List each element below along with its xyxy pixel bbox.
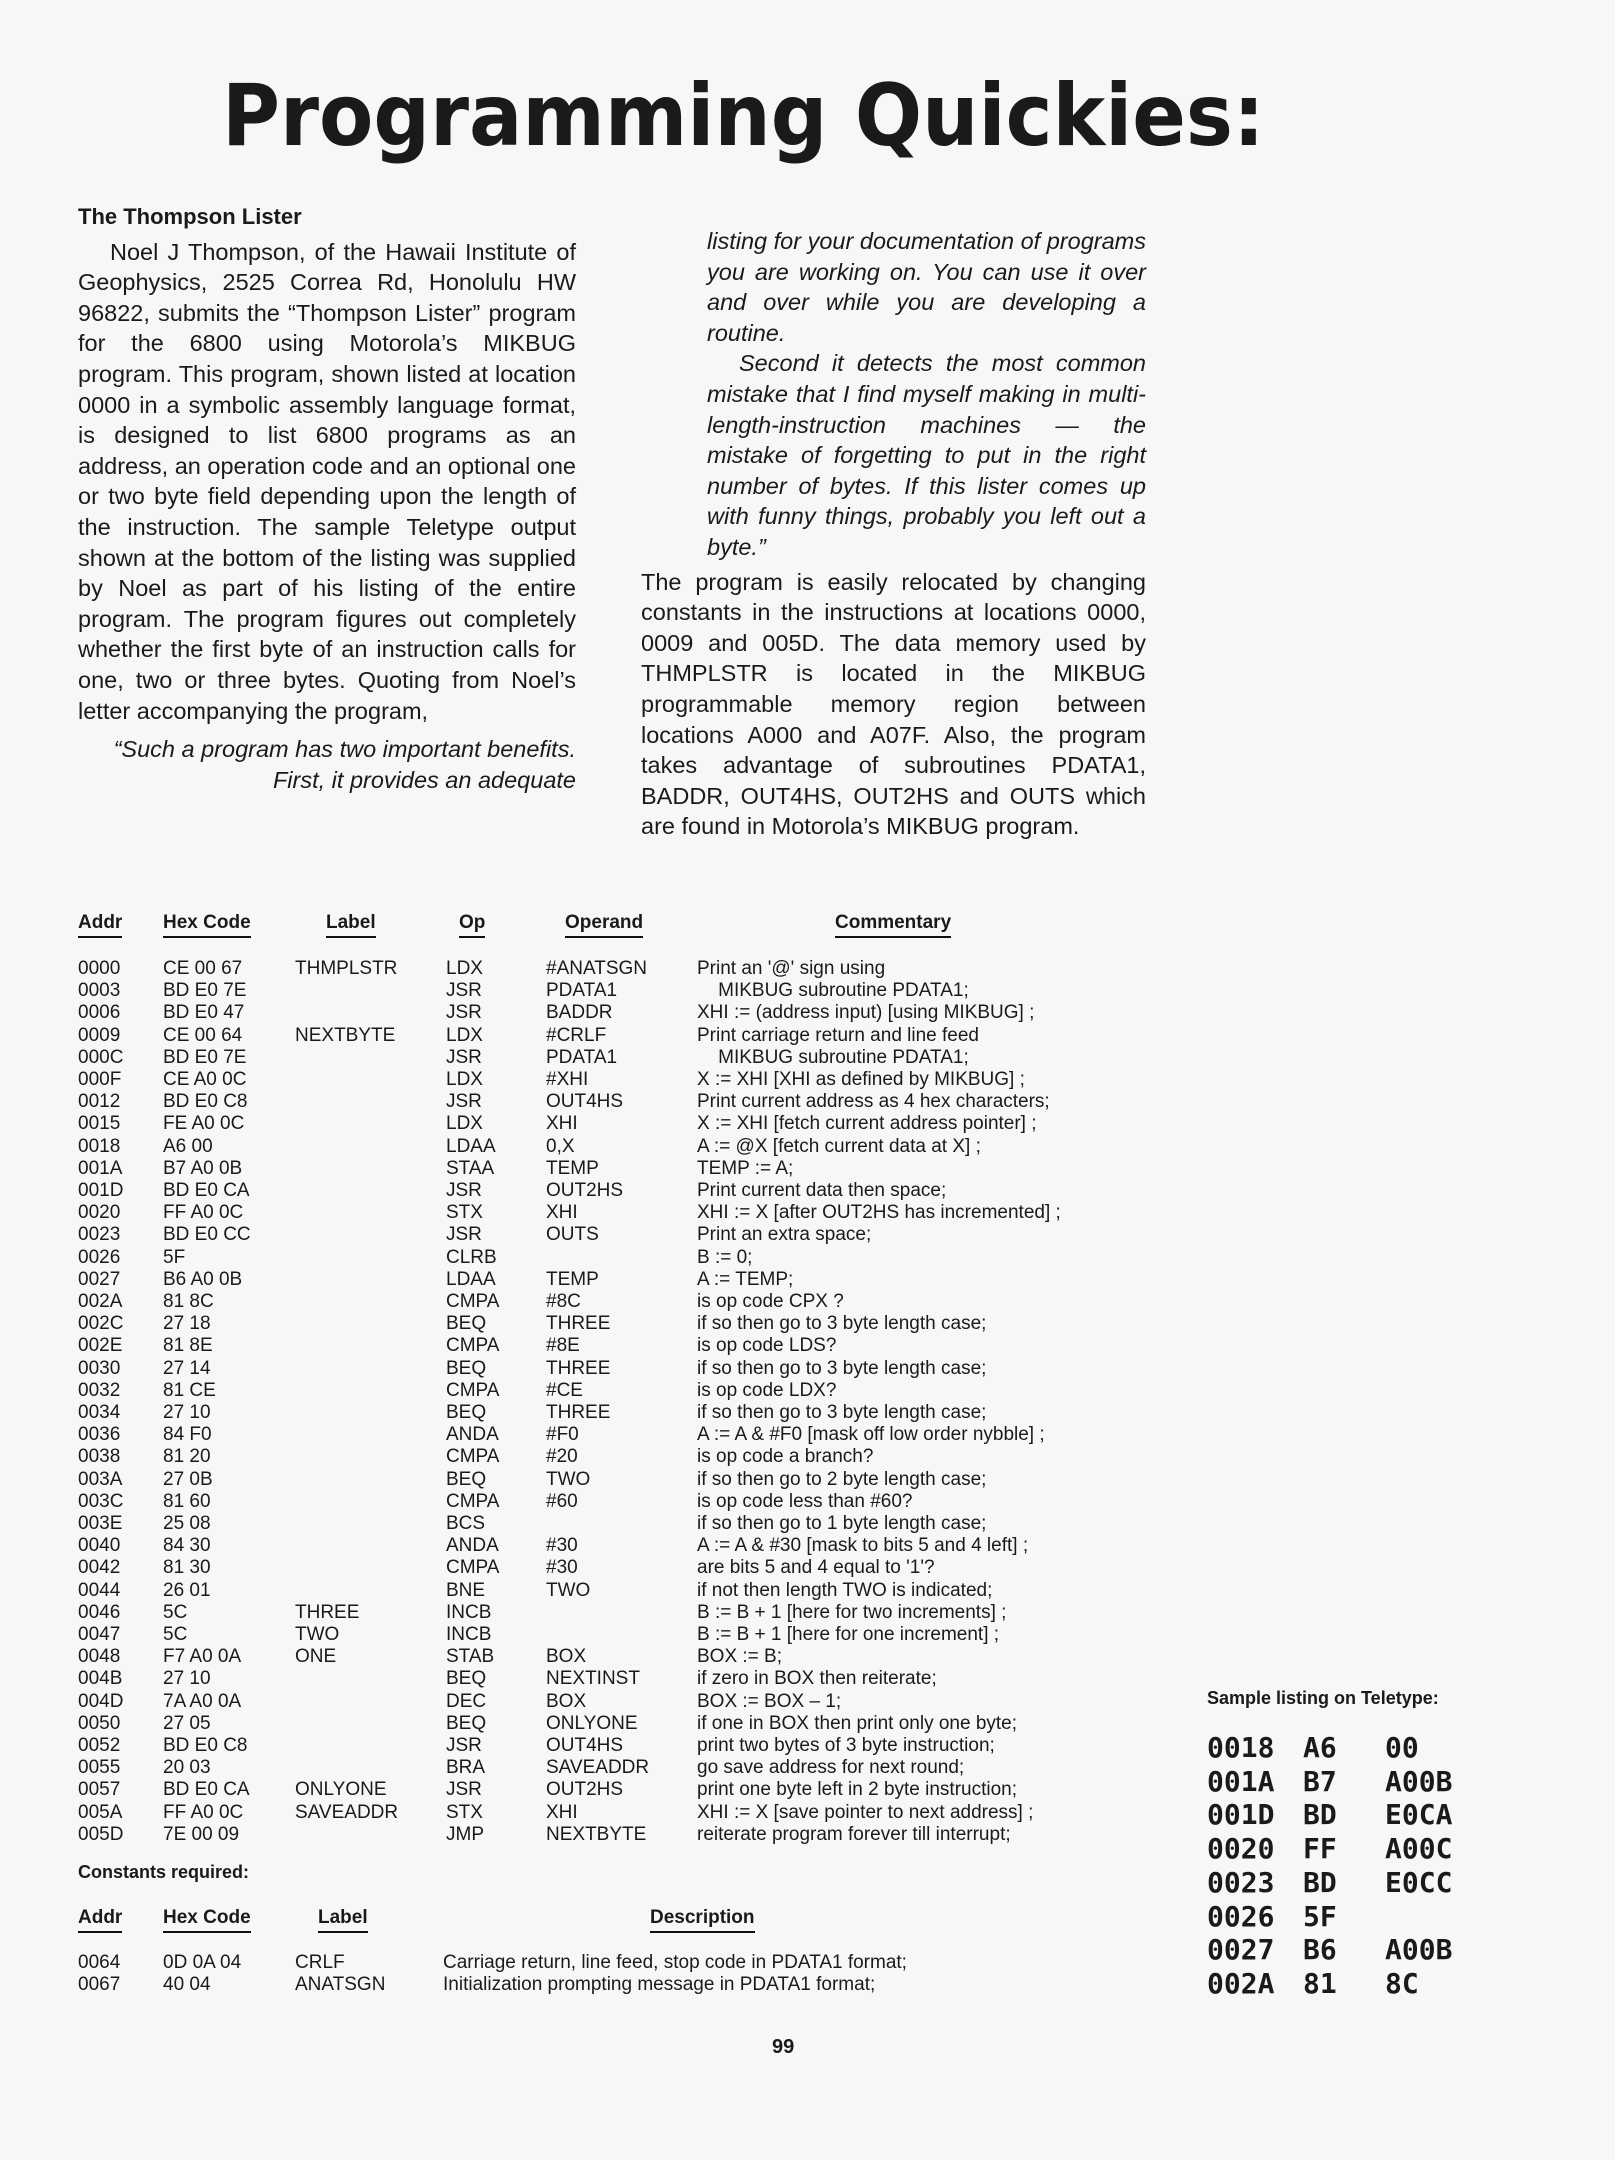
listing-addr-cell: 0026 bbox=[78, 1246, 121, 1268]
listing-commentary-cell: is op code LDS? bbox=[697, 1335, 837, 1357]
listing-op-cell: LDX bbox=[446, 958, 483, 979]
listing-hex-code-cell: BD E0 47 bbox=[163, 1002, 245, 1024]
intro-paragraph: Noel J Thompson, of the Hawaii Institute of Geophysics, 2525 Correa Rd, Honolulu HW 96822, submits the “Thompson Lister” program for the 6800 using Motorola’s MIKBUG program. This program, shown listed at location 0000 in a symbolic assembly language format, is designed to list 6800 programs as an address, an operation code and an optional one or two byte field depending upon the length of the instruction. The sample Teletype output shown at the bottom of the listing was supplied by Noel as part of his listing of the entire program. The program figures out completely whether the first byte of an instruction calls for one, two or three bytes. Quoting from Noel’s letter accompanying the program, bbox=[78, 238, 576, 724]
listing-operand-cell: OUTS bbox=[546, 1224, 599, 1246]
constants-title: Constants required: bbox=[78, 1862, 250, 1882]
quote-second-benefit: Second it detects the most common mistake that I find myself making in multi-length-instruction machines — the mistake of forgetting to put in the right number of bytes. If this lister comes up with funny things, probably you left out a byte.” bbox=[707, 350, 1146, 560]
listing-hex-code-cell: CE A0 0C bbox=[163, 1069, 247, 1090]
listing-operand-cell: BOX bbox=[546, 1690, 587, 1712]
column-header: Addr bbox=[78, 912, 122, 938]
listing-addr-cell: 0034 bbox=[78, 1402, 121, 1423]
listing-addr-cell: 001D bbox=[78, 1180, 124, 1201]
listing-addr-cell: 002C bbox=[78, 1313, 124, 1335]
listing-operand-cell: PDATA1 bbox=[546, 980, 618, 1002]
listing-op-cell: JSR bbox=[446, 1046, 482, 1068]
listing-op-cell: STX bbox=[446, 1801, 483, 1823]
listing-hex-code-cell: 27 10 bbox=[163, 1668, 211, 1690]
listing-addr-cell: 005A bbox=[78, 1801, 123, 1823]
listing-operand-cell: #F0 bbox=[546, 1424, 579, 1446]
listing-op-cell: BEQ bbox=[446, 1357, 487, 1379]
teletype-cell: E0CC bbox=[1385, 1865, 1453, 1899]
teletype-cell: A6 bbox=[1303, 1731, 1337, 1764]
listing-commentary-cell: Print carriage return and line feed bbox=[697, 1024, 979, 1046]
page-number: 99 bbox=[772, 2036, 795, 2058]
listing-label-cell: ONE bbox=[295, 1646, 337, 1668]
listing-operand-cell: #60 bbox=[546, 1490, 578, 1512]
listing-hex-code-cell: B7 A0 0B bbox=[163, 1157, 243, 1179]
listing-operand-cell: BOX bbox=[546, 1646, 587, 1668]
listing-addr-cell: 0044 bbox=[78, 1579, 121, 1601]
listing-hex-code-cell: FE A0 0C bbox=[163, 1113, 245, 1135]
listing-commentary-cell: is op code less than #60? bbox=[697, 1490, 913, 1512]
listing-op-cell: BNE bbox=[446, 1579, 486, 1601]
listing-addr-cell: 0032 bbox=[78, 1379, 121, 1401]
listing-hex-code-cell: BD E0 7E bbox=[163, 980, 247, 1002]
listing-hex-code-cell: CE 00 64 bbox=[163, 1024, 243, 1046]
listing-hex-code-cell: BD E0 C8 bbox=[163, 1735, 248, 1756]
constant-cell: 40 04 bbox=[163, 1974, 211, 1996]
listing-hex-code-cell: 5F bbox=[163, 1246, 186, 1268]
column-header: Label bbox=[318, 1907, 368, 1933]
listing-hex-code-cell: A6 00 bbox=[163, 1135, 213, 1157]
listing-operand-cell: THREE bbox=[546, 1357, 611, 1379]
listing-addr-cell: 002E bbox=[78, 1335, 123, 1357]
listing-op-cell: CMPA bbox=[446, 1379, 500, 1401]
listing-addr-cell: 000C bbox=[78, 1046, 124, 1068]
listing-commentary-cell: MIKBUG subroutine PDATA1; bbox=[697, 1046, 969, 1068]
listing-op-cell: ANDA bbox=[446, 1424, 499, 1446]
listing-operand-cell: XHI bbox=[546, 1202, 578, 1224]
teletype-cell: 001D bbox=[1207, 1798, 1275, 1832]
listing-addr-cell: 0057 bbox=[78, 1779, 121, 1801]
column-header: Hex Code bbox=[163, 912, 251, 938]
listing-hex-code-cell: 7A A0 0A bbox=[163, 1690, 242, 1712]
listing-commentary-cell: B := B + 1 [here for one increment] ; bbox=[697, 1624, 1000, 1645]
teletype-cell: FF bbox=[1303, 1832, 1337, 1866]
left-column bbox=[78, 202, 576, 795]
listing-commentary-cell: B := 0; bbox=[697, 1246, 753, 1268]
listing-op-cell: BEQ bbox=[446, 1468, 487, 1490]
listing-addr-cell: 0020 bbox=[78, 1202, 121, 1224]
listing-op-cell: INCB bbox=[446, 1624, 492, 1645]
listing-hex-code-cell: 27 14 bbox=[163, 1357, 211, 1379]
listing-commentary-cell: Print current address as 4 hex characters; bbox=[697, 1091, 1050, 1113]
page-title: Programming Quickies: bbox=[222, 66, 1265, 166]
listing-hex-code-cell: 84 30 bbox=[163, 1535, 211, 1557]
listing-label-cell: TWO bbox=[295, 1624, 340, 1645]
listing-commentary-cell: A := A & #F0 [mask off low order nybble] ; bbox=[697, 1424, 1045, 1446]
listing-commentary-cell: Print current data then space; bbox=[697, 1180, 947, 1201]
teletype-cell: 0027 bbox=[1207, 1933, 1275, 1967]
listing-hex-code-cell: 27 05 bbox=[163, 1712, 211, 1734]
listing-op-cell: JSR bbox=[446, 1091, 482, 1113]
listing-operand-cell: PDATA1 bbox=[546, 1046, 618, 1068]
listing-op-cell: CMPA bbox=[446, 1446, 500, 1468]
listing-addr-cell: 001A bbox=[78, 1157, 123, 1179]
listing-operand-cell: #ANATSGN bbox=[546, 958, 648, 979]
listing-commentary-cell: if zero in BOX then reiterate; bbox=[697, 1668, 937, 1690]
listing-addr-cell: 0012 bbox=[78, 1091, 121, 1113]
teletype-cell: 002A bbox=[1207, 1966, 1275, 2000]
listing-addr-cell: 0015 bbox=[78, 1113, 121, 1135]
listing-op-cell: JMP bbox=[446, 1823, 484, 1845]
listing-addr-cell: 003E bbox=[78, 1513, 123, 1534]
listing-operand-cell: THREE bbox=[546, 1313, 611, 1335]
listing-addr-cell: 0023 bbox=[78, 1224, 121, 1246]
listing-op-cell: BEQ bbox=[446, 1402, 487, 1423]
listing-operand-cell: NEXTINST bbox=[546, 1668, 640, 1690]
teletype-cell: A00C bbox=[1385, 1832, 1453, 1866]
listing-operand-cell: #8C bbox=[546, 1291, 581, 1312]
listing-hex-code-cell: BD E0 7E bbox=[163, 1046, 247, 1068]
listing-commentary-cell: MIKBUG subroutine PDATA1; bbox=[697, 980, 969, 1002]
listing-operand-cell: TWO bbox=[546, 1579, 591, 1601]
listing-hex-code-cell: BD E0 C8 bbox=[163, 1091, 248, 1113]
teletype-cell: E0CA bbox=[1385, 1798, 1453, 1832]
listing-hex-code-cell: 26 01 bbox=[163, 1579, 211, 1601]
listing-operand-cell: #XHI bbox=[546, 1069, 589, 1090]
column-header: Label bbox=[326, 912, 376, 938]
teletype-cell: B6 bbox=[1303, 1933, 1337, 1967]
listing-operand-cell: SAVEADDR bbox=[546, 1757, 650, 1779]
listing-commentary-cell: if so then go to 3 byte length case; bbox=[697, 1402, 987, 1423]
column-header: Commentary bbox=[835, 912, 951, 938]
listing-addr-cell: 0040 bbox=[78, 1535, 121, 1557]
listing-addr-cell: 0047 bbox=[78, 1624, 121, 1645]
listing-commentary-cell: are bits 5 and 4 equal to '1'? bbox=[697, 1557, 935, 1579]
listing-op-cell: JSR bbox=[446, 1735, 482, 1756]
listing-commentary-cell: reiterate program forever till interrupt; bbox=[697, 1823, 1011, 1845]
listing-commentary-cell: XHI := X [after OUT2HS has incremented] ; bbox=[697, 1202, 1061, 1224]
teletype-cell: 0023 bbox=[1207, 1865, 1275, 1899]
listing-operand-cell: 0,X bbox=[546, 1135, 575, 1157]
listing-addr-cell: 002A bbox=[78, 1291, 123, 1312]
listing-op-cell: BRA bbox=[446, 1757, 486, 1779]
listing-addr-cell: 005D bbox=[78, 1823, 124, 1845]
constant-cell: 0064 bbox=[78, 1952, 121, 1973]
listing-addr-cell: 0050 bbox=[78, 1712, 121, 1734]
listing-op-cell: STAA bbox=[446, 1157, 495, 1179]
listing-addr-cell: 0046 bbox=[78, 1601, 121, 1623]
column-header: Operand bbox=[565, 912, 643, 938]
listing-operand-cell: TEMP bbox=[546, 1157, 599, 1179]
right-column bbox=[641, 226, 1146, 842]
listing-commentary-cell: A := @X [fetch current data at X] ; bbox=[697, 1135, 981, 1157]
listing-op-cell: LDAA bbox=[446, 1268, 496, 1290]
listing-addr-cell: 0027 bbox=[78, 1268, 121, 1290]
listing-operand-cell: ONLYONE bbox=[546, 1712, 638, 1734]
listing-hex-code-cell: 5C bbox=[163, 1601, 188, 1623]
listing-label-cell: ONLYONE bbox=[295, 1779, 387, 1801]
listing-commentary-cell: print two bytes of 3 byte instruction; bbox=[697, 1735, 995, 1756]
listing-hex-code-cell: 81 30 bbox=[163, 1557, 211, 1579]
listing-hex-code-cell: 25 08 bbox=[163, 1513, 211, 1534]
listing-commentary-cell: A := A & #30 [mask to bits 5 and 4 left] ; bbox=[697, 1535, 1029, 1557]
listing-op-cell: ANDA bbox=[446, 1535, 499, 1557]
listing-addr-cell: 0036 bbox=[78, 1424, 121, 1446]
listing-addr-cell: 0055 bbox=[78, 1757, 121, 1779]
listing-operand-cell: OUT4HS bbox=[546, 1091, 624, 1113]
listing-commentary-cell: if so then go to 3 byte length case; bbox=[697, 1313, 987, 1335]
column-header: Description bbox=[650, 1907, 755, 1933]
listing-operand-cell: OUT4HS bbox=[546, 1735, 624, 1756]
listing-addr-cell: 0052 bbox=[78, 1735, 121, 1756]
listing-addr-cell: 0030 bbox=[78, 1357, 121, 1379]
teletype-cell: 5F bbox=[1303, 1899, 1337, 1933]
listing-op-cell: JSR bbox=[446, 1779, 482, 1801]
listing-operand-cell: #20 bbox=[546, 1446, 578, 1468]
listing-commentary-cell: if not then length TWO is indicated; bbox=[697, 1579, 993, 1601]
listing-operand-cell: #CE bbox=[546, 1379, 583, 1401]
listing-commentary-cell: Print an '@' sign using bbox=[697, 958, 886, 979]
listing-op-cell: INCB bbox=[446, 1601, 492, 1623]
listing-commentary-cell: Print an extra space; bbox=[697, 1224, 872, 1246]
listing-hex-code-cell: 81 20 bbox=[163, 1446, 211, 1468]
constant-cell: 0067 bbox=[78, 1974, 121, 1996]
listing-operand-cell: XHI bbox=[546, 1801, 578, 1823]
listing-op-cell: LDAA bbox=[446, 1135, 496, 1157]
listing-commentary-cell: B := B + 1 [here for two increments] ; bbox=[697, 1601, 1007, 1623]
listing-operand-cell: THREE bbox=[546, 1402, 611, 1423]
listing-label-cell: NEXTBYTE bbox=[295, 1024, 396, 1046]
listing-op-cell: BEQ bbox=[446, 1668, 487, 1690]
listing-hex-code-cell: 20 03 bbox=[163, 1757, 211, 1779]
listing-hex-code-cell: BD E0 CA bbox=[163, 1180, 250, 1201]
listing-addr-cell: 0048 bbox=[78, 1646, 121, 1668]
listing-op-cell: CMPA bbox=[446, 1335, 500, 1357]
listing-addr-cell: 003C bbox=[78, 1490, 124, 1512]
listing-commentary-cell: XHI := (address input) [using MIKBUG] ; bbox=[697, 1002, 1035, 1024]
quote-continued: listing for your documentation of programs you are working on. You can use it over and over while you are developing a routine. bbox=[707, 228, 1146, 346]
listing-label-cell: THREE bbox=[295, 1601, 360, 1623]
listing-commentary-cell: is op code LDX? bbox=[697, 1379, 837, 1401]
constant-cell: 0D 0A 04 bbox=[163, 1952, 242, 1973]
listing-commentary-cell: XHI := X [save pointer to next address] ; bbox=[697, 1801, 1034, 1823]
listing-hex-code-cell: 84 F0 bbox=[163, 1424, 212, 1446]
listing-addr-cell: 0006 bbox=[78, 1002, 121, 1024]
listing-commentary-cell: go save address for next round; bbox=[697, 1757, 965, 1779]
listing-addr-cell: 004B bbox=[78, 1668, 123, 1690]
constant-cell: ANATSGN bbox=[295, 1974, 386, 1996]
listing-op-cell: LDX bbox=[446, 1069, 483, 1090]
teletype-cell: 001A bbox=[1207, 1764, 1275, 1798]
listing-op-cell: BEQ bbox=[446, 1313, 487, 1335]
listing-commentary-cell: print one byte left in 2 byte instruction; bbox=[697, 1779, 1018, 1801]
listing-hex-code-cell: B6 A0 0B bbox=[163, 1268, 243, 1290]
listing-operand-cell: OUT2HS bbox=[546, 1180, 624, 1201]
teletype-cell: 0020 bbox=[1207, 1832, 1275, 1866]
listing-operand-cell: XHI bbox=[546, 1113, 578, 1135]
constant-cell: Carriage return, line feed, stop code in PDATA1 format; bbox=[443, 1952, 907, 1973]
listing-hex-code-cell: CE 00 67 bbox=[163, 958, 243, 979]
listing-op-cell: LDX bbox=[446, 1024, 483, 1046]
teletype-cell: 81 bbox=[1303, 1966, 1337, 2000]
listing-op-cell: DEC bbox=[446, 1690, 487, 1712]
column-header: Op bbox=[459, 912, 485, 938]
listing-hex-code-cell: 27 18 bbox=[163, 1313, 211, 1335]
listing-commentary-cell: BOX := BOX – 1; bbox=[697, 1690, 842, 1712]
listing-op-cell: STAB bbox=[446, 1646, 495, 1668]
listing-op-cell: CMPA bbox=[446, 1291, 500, 1312]
listing-operand-cell: #30 bbox=[546, 1557, 578, 1579]
listing-operand-cell: TWO bbox=[546, 1468, 591, 1490]
listing-commentary-cell: X := XHI [XHI as defined by MIKBUG] ; bbox=[697, 1069, 1025, 1090]
listing-addr-cell: 0009 bbox=[78, 1024, 121, 1046]
listing-operand-cell: NEXTBYTE bbox=[546, 1823, 647, 1845]
listing-operand-cell: BADDR bbox=[546, 1002, 613, 1024]
teletype-cell: BD bbox=[1303, 1865, 1337, 1899]
listing-addr-cell: 0038 bbox=[78, 1446, 121, 1468]
teletype-cell: A00B bbox=[1385, 1764, 1453, 1798]
listing-addr-cell: 003A bbox=[78, 1468, 123, 1490]
constant-cell: CRLF bbox=[295, 1952, 345, 1973]
constant-cell: Initialization prompting message in PDATA1 format; bbox=[443, 1974, 876, 1996]
listing-hex-code-cell: 27 10 bbox=[163, 1402, 211, 1423]
listing-hex-code-cell: 7E 00 09 bbox=[163, 1823, 240, 1845]
listing-op-cell: JSR bbox=[446, 1002, 482, 1024]
teletype-cell: 8C bbox=[1385, 1966, 1419, 2000]
listing-hex-code-cell: 81 CE bbox=[163, 1379, 216, 1401]
listing-hex-code-cell: FF A0 0C bbox=[163, 1801, 244, 1823]
listing-commentary-cell: is op code a branch? bbox=[697, 1446, 874, 1468]
listing-label-cell: THMPLSTR bbox=[295, 958, 398, 979]
listing-addr-cell: 0003 bbox=[78, 980, 121, 1002]
quote-start: “Such a program has two important benefits. First, it provides an adequate bbox=[113, 736, 576, 793]
listing-commentary-cell: X := XHI [fetch current address pointer] ; bbox=[697, 1113, 1037, 1135]
listing-commentary-cell: if so then go to 3 byte length case; bbox=[697, 1357, 987, 1379]
listing-addr-cell: 000F bbox=[78, 1069, 122, 1090]
listing-op-cell: JSR bbox=[446, 1224, 482, 1246]
listing-hex-code-cell: FF A0 0C bbox=[163, 1202, 244, 1224]
teletype-cell: 0026 bbox=[1207, 1899, 1275, 1933]
listing-operand-cell: TEMP bbox=[546, 1268, 599, 1290]
listing-hex-code-cell: 81 8C bbox=[163, 1291, 214, 1312]
listing-operand-cell: #8E bbox=[546, 1335, 580, 1357]
teletype-cell: A00B bbox=[1385, 1933, 1453, 1967]
listing-commentary-cell: is op code CPX ? bbox=[697, 1291, 844, 1312]
listing-operand-cell: OUT2HS bbox=[546, 1779, 624, 1801]
listing-addr-cell: 0018 bbox=[78, 1135, 121, 1157]
listing-hex-code-cell: BD E0 CC bbox=[163, 1224, 251, 1246]
listing-hex-code-cell: 5C bbox=[163, 1624, 188, 1645]
teletype-title: Sample listing on Teletype: bbox=[1207, 1688, 1439, 1708]
column-header: Addr bbox=[78, 1907, 122, 1933]
teletype-cell: 0018 bbox=[1207, 1731, 1275, 1764]
teletype-cell: 00 bbox=[1385, 1731, 1419, 1764]
article-subhead: The Thompson Lister bbox=[78, 204, 302, 229]
relocation-paragraph: The program is easily relocated by changing constants in the instructions at locations 0000, 0009 and 005D. The data memory used by THMPLSTR is located in the MIKBUG programmable memory region between locations A000 and A07F. Also, the program takes advantage of subroutines PDATA1, BADDR, OUT4HS, OUT2HS and OUTS which are found in Motorola’s MIKBUG program. bbox=[641, 568, 1146, 840]
listing-op-cell: CMPA bbox=[446, 1557, 500, 1579]
listing-op-cell: JSR bbox=[446, 1180, 482, 1201]
listing-hex-code-cell: 81 8E bbox=[163, 1335, 213, 1357]
listing-op-cell: CLRB bbox=[446, 1246, 497, 1268]
listing-hex-code-cell: F7 A0 0A bbox=[163, 1646, 242, 1668]
listing-commentary-cell: if one in BOX then print only one byte; bbox=[697, 1712, 1018, 1734]
column-header: Hex Code bbox=[163, 1907, 251, 1933]
listing-addr-cell: 004D bbox=[78, 1690, 124, 1712]
listing-commentary-cell: TEMP := A; bbox=[697, 1157, 794, 1179]
listing-operand-cell: #CRLF bbox=[546, 1024, 607, 1046]
listing-op-cell: LDX bbox=[446, 1113, 483, 1135]
listing-commentary-cell: if so then go to 2 byte length case; bbox=[697, 1468, 987, 1490]
teletype-cell: BD bbox=[1303, 1798, 1337, 1832]
listing-label-cell: SAVEADDR bbox=[295, 1801, 399, 1823]
listing-hex-code-cell: 81 60 bbox=[163, 1490, 211, 1512]
listing-commentary-cell: BOX := B; bbox=[697, 1646, 783, 1668]
listing-op-cell: STX bbox=[446, 1202, 483, 1224]
listing-op-cell: CMPA bbox=[446, 1490, 500, 1512]
teletype-cell: B7 bbox=[1303, 1764, 1337, 1798]
listing-commentary-cell: A := TEMP; bbox=[697, 1268, 794, 1290]
listing-op-cell: BCS bbox=[446, 1513, 486, 1534]
listing-operand-cell: #30 bbox=[546, 1535, 578, 1557]
listing-hex-code-cell: BD E0 CA bbox=[163, 1779, 250, 1801]
listing-commentary-cell: if so then go to 1 byte length case; bbox=[697, 1513, 987, 1534]
listing-op-cell: BEQ bbox=[446, 1712, 487, 1734]
listing-addr-cell: 0000 bbox=[78, 958, 121, 979]
listing-hex-code-cell: 27 0B bbox=[163, 1468, 213, 1490]
listing-op-cell: JSR bbox=[446, 980, 482, 1002]
listing-addr-cell: 0042 bbox=[78, 1557, 121, 1579]
